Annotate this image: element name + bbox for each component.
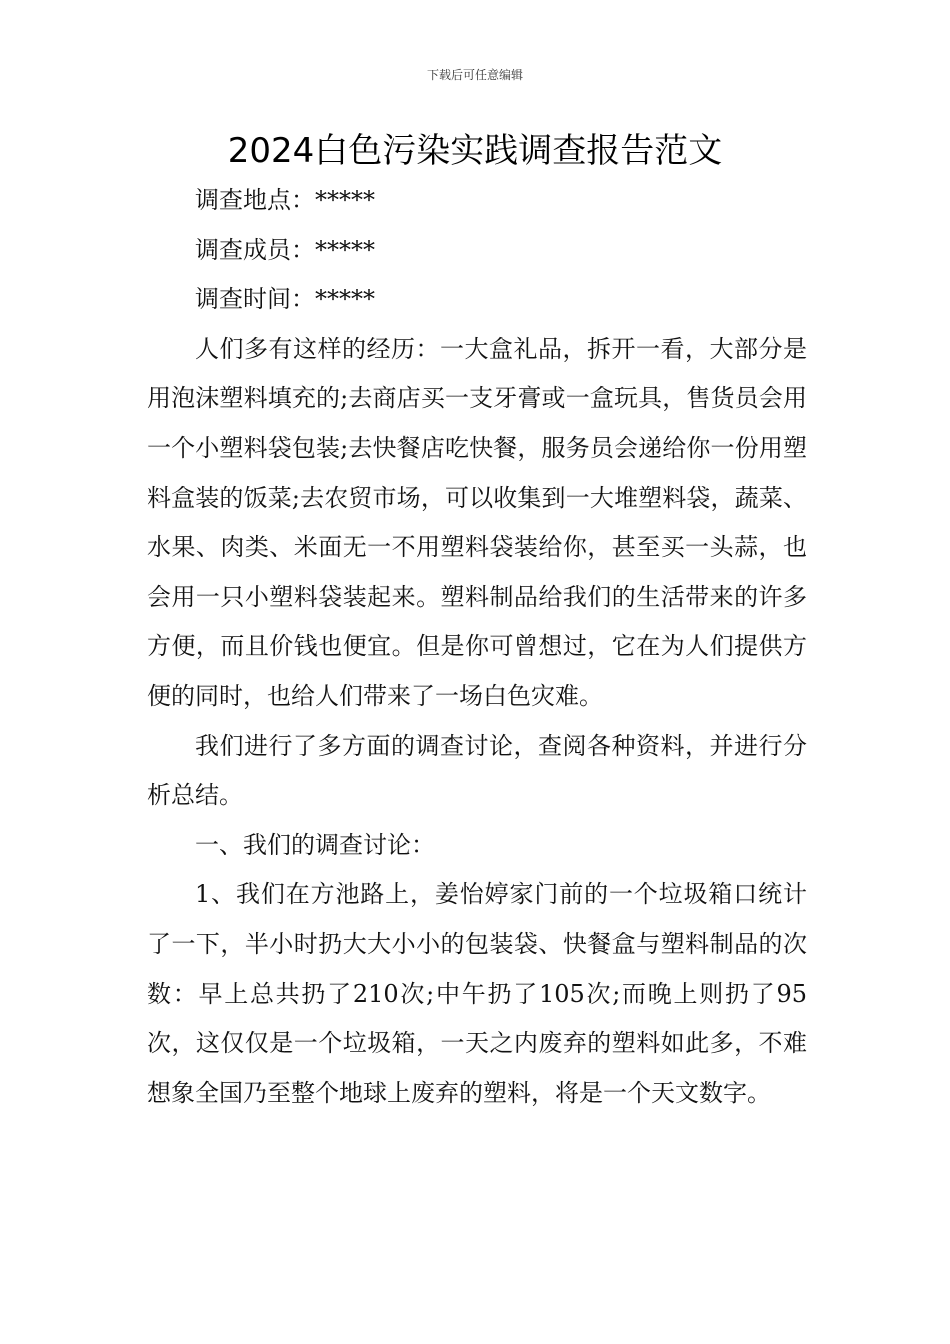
section-heading: 一、我们的调查讨论： [195,830,435,859]
paragraph-intro: 人们多有这样的经历：一大盒礼品，拆开一看，大部分是用泡沫塑料填充的;去商店买一支牙膏或一盒玩具，售货员会用一个小塑料袋包装;去快餐店吃快餐，服务员会递给你一份用塑料盒装的饭菜;去农贸市场，可以收集到一大堆塑料袋，蔬菜、水果、肉类、米面无一不用塑料袋装给你，甚至买一头蒜，也会用一只小塑料袋装起来。塑料制品给我们的生活带来的许多方便，而且价钱也便宜。但是你可曾想过，它在为人们提供方便的同时，也给人们带来了一场白色灾难。 [147,334,807,710]
meta-time: 调查时间：***** [195,285,375,314]
paragraph-method: 我们进行了多方面的调查讨论，查阅各种资料，并进行分析总结。 [147,731,807,810]
header-note: 下载后可任意编辑 [426,68,523,82]
meta-members: 调查成员：***** [195,235,375,264]
paragraph-finding-1: 1、我们在方池路上，姜怡婷家门前的一个垃圾箱口统计了一下，半小时扔大大小小的包装袋、快餐盒与塑料制品的次数：早上总共扔了210次;中午扔了105次;而晚上则扔了95次，这仅仅是一个垃圾箱，一天之内废弃的塑料如此多，不难想象全国乃至整个地球上废弃的塑料，将是一个天文数字。 [147,880,807,1107]
meta-location: 调查地点：***** [195,186,375,214]
document-body [147,176,807,1118]
document-title: 2024白色污染实践调查报告范文 [227,131,723,171]
